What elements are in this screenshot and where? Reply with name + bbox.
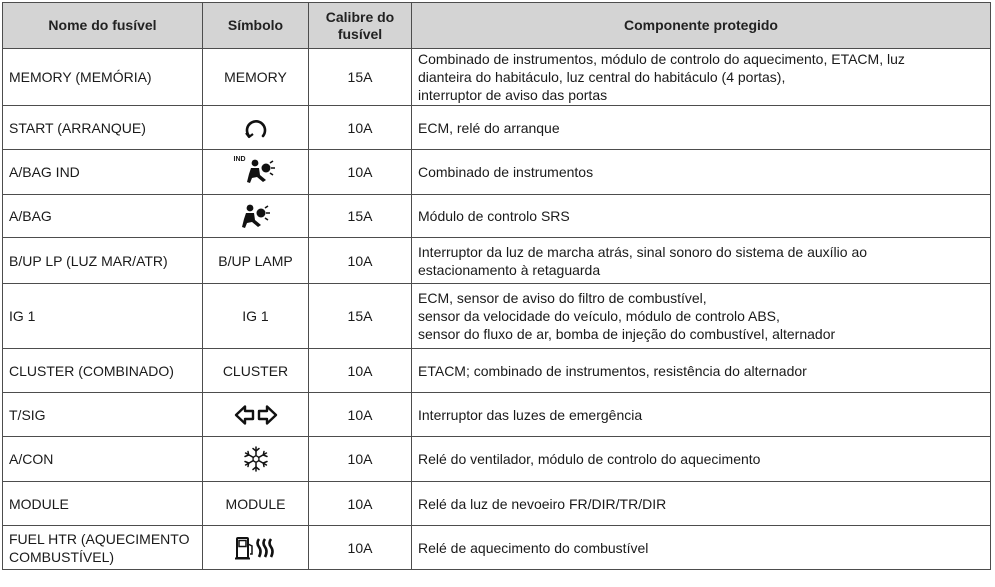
table-row bbox=[3, 349, 991, 393]
fuse-rating: 10A bbox=[309, 106, 412, 150]
airbag-icon bbox=[241, 203, 271, 229]
fuse-rating: 10A bbox=[309, 393, 412, 437]
fuse-rating: 15A bbox=[309, 284, 412, 349]
protected-component bbox=[412, 238, 991, 284]
protected-component bbox=[412, 482, 991, 526]
fuse-name-line: FUEL HTR (AQUECIMENTO bbox=[9, 530, 190, 547]
component-line: ECM, relé do arranque bbox=[418, 119, 560, 136]
component-line: Combinado de instrumentos, módulo de controlo do aquecimento, ETACM, luz bbox=[418, 51, 905, 67]
header-symbol: Símbolo bbox=[203, 3, 309, 49]
fuse-rating: 15A bbox=[309, 49, 412, 106]
fuse-name: CLUSTER (COMBINADO) bbox=[3, 349, 203, 393]
table-row bbox=[3, 393, 991, 437]
protected-component bbox=[412, 49, 991, 106]
fuse-name: START (ARRANQUE) bbox=[3, 106, 203, 150]
fuse-rating: 15A bbox=[309, 195, 412, 238]
fuse-heater-icon bbox=[234, 535, 278, 561]
fuse-symbol bbox=[203, 526, 309, 570]
protected-component bbox=[412, 284, 991, 349]
airbag-person-icon bbox=[246, 158, 276, 184]
header-component: Componente protegido bbox=[412, 3, 991, 49]
fuse-rating: 10A bbox=[309, 482, 412, 526]
fuse-name: IG 1 bbox=[3, 284, 203, 349]
fuse-rating: 10A bbox=[309, 150, 412, 195]
table-row bbox=[3, 238, 991, 284]
fuse-name: A/BAG bbox=[3, 195, 203, 238]
fuse-symbol bbox=[203, 195, 309, 238]
component-line: Relé do ventilador, módulo de controlo do aquecimento bbox=[418, 451, 761, 467]
protected-component bbox=[412, 349, 991, 393]
airbag-indicator-text: IND bbox=[233, 156, 246, 163]
table-row bbox=[3, 526, 991, 570]
fuse-name: A/BAG IND bbox=[3, 150, 203, 195]
fuse-name: MODULE bbox=[3, 482, 203, 526]
fuse-symbol-text: CLUSTER bbox=[203, 349, 309, 393]
component-line: dianteira do habitáculo, luz central do habitáculo (4 portas), bbox=[418, 69, 786, 85]
fuse-symbol-text: IG 1 bbox=[203, 284, 309, 349]
header-rating-line1: Calibre do bbox=[325, 8, 395, 25]
fuse-symbol bbox=[203, 437, 309, 482]
air-conditioning-snowflake-icon bbox=[241, 445, 271, 473]
fuse-rating: 10A bbox=[309, 349, 412, 393]
airbag-indicator-icon bbox=[234, 156, 278, 184]
protected-component bbox=[412, 437, 991, 482]
start-key-icon bbox=[243, 116, 269, 140]
fuse-rating: 10A bbox=[309, 238, 412, 284]
protected-component bbox=[412, 195, 991, 238]
table-row bbox=[3, 150, 991, 195]
component-line: interruptor de aviso das portas bbox=[418, 87, 608, 103]
fuse-name-line: COMBUSTÍVEL) bbox=[9, 548, 115, 565]
fuse-symbol-text: MEMORY bbox=[203, 49, 309, 106]
fuse-symbol-text: MODULE bbox=[203, 482, 309, 526]
table-row bbox=[3, 437, 991, 482]
table-row bbox=[3, 482, 991, 526]
component-line: sensor da velocidade do veículo, módulo de controlo ABS, bbox=[418, 308, 780, 324]
header-row bbox=[3, 3, 991, 49]
component-line: Relé da luz de nevoeiro FR/DIR/TR/DIR bbox=[418, 495, 667, 512]
component-line: Interruptor das luzes de emergência bbox=[418, 406, 643, 423]
turn-signal-arrows-icon bbox=[234, 404, 278, 426]
protected-component bbox=[412, 150, 991, 195]
table-row bbox=[3, 49, 991, 106]
component-line: ETACM; combinado de instrumentos, resistência do alternador bbox=[418, 362, 807, 379]
header-fuse-name: Nome do fusível bbox=[3, 3, 203, 49]
protected-component bbox=[412, 526, 991, 570]
fuse-table bbox=[2, 2, 991, 570]
fuse-rating: 10A bbox=[309, 437, 412, 482]
fuse-symbol bbox=[203, 106, 309, 150]
fuse-rating: 10A bbox=[309, 526, 412, 570]
fuse-symbol bbox=[203, 393, 309, 437]
fuse-name bbox=[3, 526, 203, 570]
fuse-symbol-text: B/UP LAMP bbox=[203, 238, 309, 284]
component-line: Módulo de controlo SRS bbox=[418, 208, 570, 224]
table-row bbox=[3, 195, 991, 238]
fuse-name: B/UP LP (LUZ MAR/ATR) bbox=[3, 238, 203, 284]
component-line: estacionamento à retaguarda bbox=[418, 261, 601, 278]
fuse-name: MEMORY (MEMÓRIA) bbox=[3, 49, 203, 106]
component-line: Combinado de instrumentos bbox=[418, 164, 594, 180]
component-line: Interruptor da luz de marcha atrás, sinal sonoro do sistema de auxílio ao bbox=[418, 243, 868, 260]
header-rating bbox=[309, 3, 412, 49]
fuse-name: T/SIG bbox=[3, 393, 203, 437]
component-line: Relé de aquecimento do combustível bbox=[418, 539, 649, 556]
protected-component bbox=[412, 393, 991, 437]
component-line: sensor do fluxo de ar, bomba de injeção do combustível, alternador bbox=[418, 326, 836, 342]
protected-component bbox=[412, 106, 991, 150]
table-row bbox=[3, 106, 991, 150]
table-row bbox=[3, 284, 991, 349]
component-line: ECM, sensor de aviso do filtro de combustível, bbox=[418, 290, 707, 306]
fuse-name: A/CON bbox=[3, 437, 203, 482]
fuse-symbol bbox=[203, 150, 309, 195]
header-rating-line2: fusível bbox=[337, 25, 383, 42]
